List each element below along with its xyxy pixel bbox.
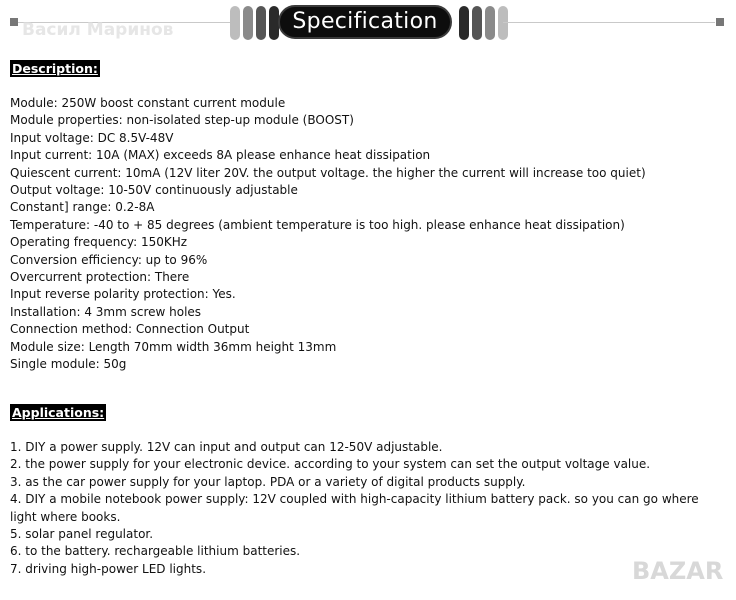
description-line: Input reverse polarity protection: Yes.: [10, 287, 236, 302]
description-line: Module: 250W boost constant current module: [10, 96, 286, 110]
description-line: Constant] range: 0.2-8A: [10, 200, 155, 215]
description-line: Output voltage: 10-50V continuously adjustable: [10, 183, 298, 198]
description-line: Connection method: Connection Output: [10, 322, 250, 337]
description-line: Conversion efficiency: up to 96%: [10, 252, 208, 267]
description-line: Module properties: non-isolated step-up module (BOOST): [10, 113, 354, 128]
applications-line: 7. driving high-power LED lights.: [10, 561, 207, 576]
description-list: [10, 95, 726, 374]
applications-heading: Applications:: [12, 405, 105, 420]
watermark-name: Васил Маринов: [22, 20, 174, 40]
description-line: Temperature: -40 to + 85 degrees (ambient temperature is too high. please enhance heat dissipation): [10, 217, 625, 232]
description-line: Single module: 50g: [10, 357, 127, 372]
applications-line: 2. the power supply for your electronic device. according to your system can set the output voltage value.: [10, 457, 651, 472]
applications-line: 1. DIY a power supply. 12V can input and output can 12-50V adjustable.: [10, 440, 443, 454]
banner-title: Specification: [278, 5, 452, 39]
description-line: Quiescent current: 10mA (12V liter 20V. the output voltage. the higher the current will increase too quiet): [10, 165, 646, 180]
description-line: Operating frequency: 150KHz: [10, 235, 188, 250]
description-line: Input voltage: DC 8.5V-48V: [10, 130, 174, 145]
applications-line: 4. DIY a mobile notebook power supply: 12V coupled with high-capacity lithium battery pack. so you can go where light where books.: [10, 492, 699, 524]
applications-line: 6. to the battery. rechargeable lithium batteries.: [10, 544, 301, 559]
banner-right-stripes: [448, 6, 508, 40]
description-line: Input current: 10A (MAX) exceeds 8A please enhance heat dissipation: [10, 148, 431, 163]
description-line: Installation: 4 3mm screw holes: [10, 304, 202, 319]
description-line: Module size: Length 70mm width 36mm height 13mm: [10, 339, 337, 354]
banner-right-rule: [503, 22, 715, 23]
watermark-brand: BAZAR: [632, 557, 724, 585]
banner-left-end-marker: [10, 18, 18, 26]
applications-line: 3. as the car power supply for your laptop. PDA or a variety of digital products supply.: [10, 474, 526, 489]
applications-list: [10, 439, 726, 578]
applications-line: 5. solar panel regulator.: [10, 527, 154, 542]
description-heading: Description:: [12, 61, 98, 76]
banner-right-end-marker: [716, 18, 724, 26]
description-line: Overcurrent protection: There: [10, 270, 190, 285]
